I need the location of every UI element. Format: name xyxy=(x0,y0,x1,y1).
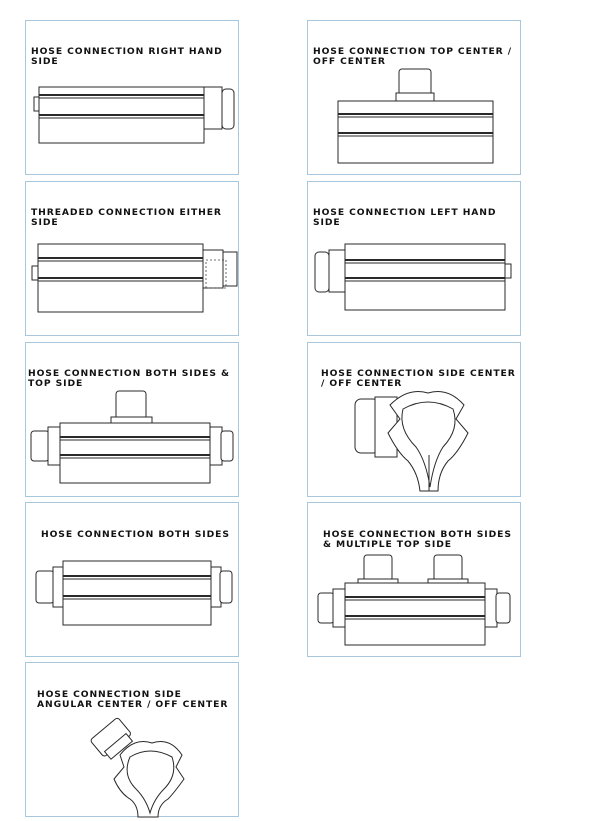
card-hose-side-center xyxy=(307,342,521,497)
card-title: THREADED CONNECTION EITHER SIDE xyxy=(31,207,222,228)
card-title: HOSE CONNECTION RIGHT HAND SIDE xyxy=(31,46,223,67)
hose-top-center-diagram xyxy=(308,21,522,176)
card-title: HOSE CONNECTION LEFT HAND SIDE xyxy=(313,207,497,228)
card-hose-both-sides-top xyxy=(25,342,239,497)
card-hose-side-angular xyxy=(25,662,239,817)
hose-side-center-diagram xyxy=(308,343,522,498)
hose-left-hand-side-diagram xyxy=(308,182,522,337)
card-hose-right-hand-side xyxy=(25,20,239,175)
hose-right-hand-side-diagram xyxy=(26,21,240,176)
hose-side-angular-diagram xyxy=(26,663,240,818)
card-title: HOSE CONNECTION SIDE ANGULAR CENTER / OFF CENTER xyxy=(37,689,229,710)
hose-both-sides-top-diagram xyxy=(26,343,240,498)
card-title: HOSE CONNECTION SIDE CENTER / OFF CENTER xyxy=(321,368,516,389)
card-hose-both-sides-multi-top xyxy=(307,502,521,657)
threaded-either-side-diagram xyxy=(26,182,240,337)
card-hose-both-sides xyxy=(25,502,239,657)
card-title: HOSE CONNECTION BOTH SIDES & TOP SIDE xyxy=(28,368,230,389)
card-threaded-either-side xyxy=(25,181,239,336)
card-title: HOSE CONNECTION BOTH SIDES xyxy=(41,529,230,540)
hose-both-sides-multi-top-diagram xyxy=(308,503,522,658)
card-title: HOSE CONNECTION BOTH SIDES & MULTIPLE TOP SIDE xyxy=(323,529,512,550)
card-title: HOSE CONNECTION TOP CENTER / OFF CENTER xyxy=(313,46,513,67)
card-hose-left-hand-side xyxy=(307,181,521,336)
hose-both-sides-diagram xyxy=(26,503,240,658)
card-hose-top-center xyxy=(307,20,521,175)
